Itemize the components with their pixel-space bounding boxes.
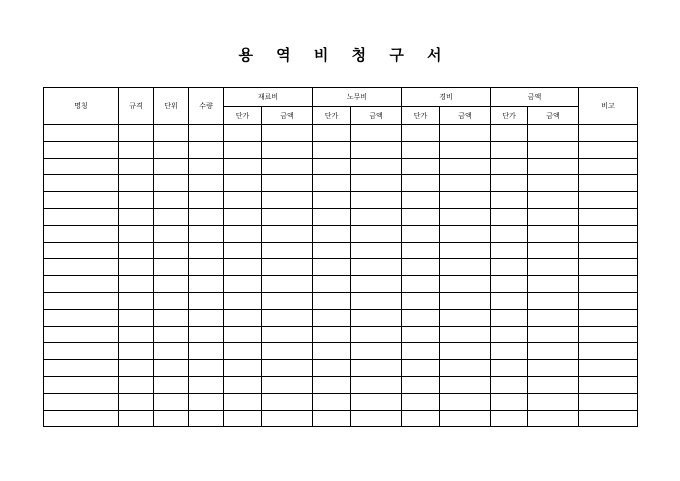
table-cell[interactable] xyxy=(313,208,351,225)
table-cell[interactable] xyxy=(491,292,528,309)
table-cell[interactable] xyxy=(154,376,189,393)
table-cell[interactable] xyxy=(440,242,491,259)
table-cell[interactable] xyxy=(262,326,313,343)
table-cell[interactable] xyxy=(189,125,224,142)
table-cell[interactable] xyxy=(402,141,440,158)
table-cell[interactable] xyxy=(528,360,579,377)
table-cell[interactable] xyxy=(262,292,313,309)
table-cell[interactable] xyxy=(262,242,313,259)
table-row xyxy=(44,276,638,293)
table-cell[interactable] xyxy=(351,175,402,192)
table-cell[interactable] xyxy=(528,141,579,158)
table-cell[interactable] xyxy=(440,208,491,225)
table-cell[interactable] xyxy=(491,141,528,158)
table-cell[interactable] xyxy=(528,225,579,242)
table-cell[interactable] xyxy=(262,125,313,142)
table-body xyxy=(44,125,638,427)
table-cell[interactable] xyxy=(224,326,262,343)
table-cell[interactable] xyxy=(491,276,528,293)
table-cell[interactable] xyxy=(351,276,402,293)
table-row xyxy=(44,225,638,242)
table-row xyxy=(44,309,638,326)
table-cell[interactable] xyxy=(402,242,440,259)
table-cell[interactable] xyxy=(491,259,528,276)
table-cell[interactable] xyxy=(262,343,313,360)
table-cell[interactable] xyxy=(189,259,224,276)
table-cell[interactable] xyxy=(154,125,189,142)
table-cell[interactable] xyxy=(440,125,491,142)
table-row xyxy=(44,292,638,309)
table-cell[interactable] xyxy=(351,360,402,377)
table-cell[interactable] xyxy=(491,376,528,393)
table-cell[interactable] xyxy=(189,360,224,377)
table-cell[interactable] xyxy=(351,309,402,326)
table-cell[interactable] xyxy=(579,208,638,225)
table-cell[interactable] xyxy=(44,376,119,393)
table-cell[interactable] xyxy=(579,393,638,410)
table-row xyxy=(44,242,638,259)
table-cell[interactable] xyxy=(189,141,224,158)
table-cell[interactable] xyxy=(154,309,189,326)
table-header xyxy=(44,88,638,125)
table-cell[interactable] xyxy=(351,192,402,209)
table-cell[interactable] xyxy=(44,125,119,142)
table-cell[interactable] xyxy=(119,343,154,360)
table-cell[interactable] xyxy=(154,158,189,175)
table-cell[interactable] xyxy=(224,125,262,142)
table-cell[interactable] xyxy=(262,376,313,393)
table-cell[interactable] xyxy=(491,360,528,377)
header-total-unit-price: 단가 xyxy=(491,107,528,125)
table-cell[interactable] xyxy=(224,292,262,309)
table-cell[interactable] xyxy=(119,376,154,393)
header-labor-unit-price: 단가 xyxy=(313,107,351,125)
table-cell[interactable] xyxy=(313,242,351,259)
table-cell[interactable] xyxy=(44,393,119,410)
table-cell[interactable] xyxy=(402,208,440,225)
table-cell[interactable] xyxy=(491,125,528,142)
table-cell[interactable] xyxy=(528,309,579,326)
table-cell[interactable] xyxy=(44,192,119,209)
table-cell[interactable] xyxy=(351,410,402,427)
table-cell[interactable] xyxy=(44,242,119,259)
table-cell[interactable] xyxy=(189,410,224,427)
table-row xyxy=(44,259,638,276)
table-cell[interactable] xyxy=(313,125,351,142)
table-cell[interactable] xyxy=(189,208,224,225)
table-cell[interactable] xyxy=(351,125,402,142)
header-material-amount: 금액 xyxy=(262,107,313,125)
table-cell[interactable] xyxy=(262,360,313,377)
table-row xyxy=(44,175,638,192)
table-row xyxy=(44,158,638,175)
table-cell[interactable] xyxy=(44,410,119,427)
table-cell[interactable] xyxy=(224,208,262,225)
table-cell[interactable] xyxy=(402,259,440,276)
table-cell[interactable] xyxy=(579,343,638,360)
invoice-table xyxy=(43,87,638,427)
table-cell[interactable] xyxy=(491,343,528,360)
table-cell[interactable] xyxy=(491,309,528,326)
table-cell[interactable] xyxy=(154,326,189,343)
table-cell[interactable] xyxy=(154,259,189,276)
table-cell[interactable] xyxy=(313,360,351,377)
table-cell[interactable] xyxy=(528,158,579,175)
table-cell[interactable] xyxy=(313,259,351,276)
table-cell[interactable] xyxy=(262,393,313,410)
table-cell[interactable] xyxy=(491,326,528,343)
table-cell[interactable] xyxy=(313,309,351,326)
table-cell[interactable] xyxy=(44,343,119,360)
table-cell[interactable] xyxy=(440,360,491,377)
table-cell[interactable] xyxy=(189,242,224,259)
table-cell[interactable] xyxy=(224,343,262,360)
table-cell[interactable] xyxy=(189,292,224,309)
table-cell[interactable] xyxy=(44,276,119,293)
table-cell[interactable] xyxy=(119,410,154,427)
table-cell[interactable] xyxy=(579,225,638,242)
table-cell[interactable] xyxy=(119,276,154,293)
table-cell[interactable] xyxy=(440,376,491,393)
table-cell[interactable] xyxy=(440,343,491,360)
table-cell[interactable] xyxy=(224,259,262,276)
table-cell[interactable] xyxy=(44,208,119,225)
table-cell[interactable] xyxy=(351,141,402,158)
table-cell[interactable] xyxy=(154,175,189,192)
table-cell[interactable] xyxy=(402,125,440,142)
table-cell[interactable] xyxy=(313,276,351,293)
table-cell[interactable] xyxy=(119,125,154,142)
table-cell[interactable] xyxy=(189,276,224,293)
table-cell[interactable] xyxy=(154,225,189,242)
table-cell[interactable] xyxy=(224,376,262,393)
table-cell[interactable] xyxy=(224,225,262,242)
table-cell[interactable] xyxy=(402,343,440,360)
table-cell[interactable] xyxy=(491,175,528,192)
table-cell[interactable] xyxy=(119,208,154,225)
header-expenses: 경비 xyxy=(402,88,491,107)
table-cell[interactable] xyxy=(189,376,224,393)
table-cell[interactable] xyxy=(351,292,402,309)
table-cell[interactable] xyxy=(189,158,224,175)
table-cell[interactable] xyxy=(313,292,351,309)
table-cell[interactable] xyxy=(579,410,638,427)
table-cell[interactable] xyxy=(189,192,224,209)
table-cell[interactable] xyxy=(44,225,119,242)
table-row xyxy=(44,393,638,410)
table-cell[interactable] xyxy=(402,175,440,192)
table-cell[interactable] xyxy=(351,326,402,343)
header-labor-amount: 금액 xyxy=(351,107,402,125)
table-cell[interactable] xyxy=(224,309,262,326)
table-cell[interactable] xyxy=(119,326,154,343)
table-cell[interactable] xyxy=(44,309,119,326)
header-unit: 단위 xyxy=(154,88,189,125)
table-cell[interactable] xyxy=(579,326,638,343)
table-cell[interactable] xyxy=(528,376,579,393)
table-cell[interactable] xyxy=(528,326,579,343)
table-cell[interactable] xyxy=(402,360,440,377)
table-cell[interactable] xyxy=(224,242,262,259)
table-cell[interactable] xyxy=(119,158,154,175)
table-cell[interactable] xyxy=(491,242,528,259)
table-row xyxy=(44,360,638,377)
table-cell[interactable] xyxy=(154,393,189,410)
table-cell[interactable] xyxy=(224,158,262,175)
table-cell[interactable] xyxy=(440,410,491,427)
table-cell[interactable] xyxy=(262,225,313,242)
header-material-cost: 재료비 xyxy=(224,88,313,107)
table-cell[interactable] xyxy=(154,410,189,427)
table-cell[interactable] xyxy=(402,309,440,326)
table-cell[interactable] xyxy=(154,141,189,158)
table-cell[interactable] xyxy=(119,360,154,377)
table-cell[interactable] xyxy=(262,410,313,427)
table-cell[interactable] xyxy=(579,259,638,276)
table-cell[interactable] xyxy=(44,326,119,343)
table-cell[interactable] xyxy=(491,393,528,410)
table-cell[interactable] xyxy=(402,376,440,393)
table-cell[interactable] xyxy=(224,393,262,410)
table-cell[interactable] xyxy=(44,292,119,309)
table-cell[interactable] xyxy=(313,410,351,427)
table-cell[interactable] xyxy=(440,158,491,175)
table-cell[interactable] xyxy=(440,326,491,343)
table-cell[interactable] xyxy=(440,292,491,309)
table-cell[interactable] xyxy=(528,242,579,259)
table-row xyxy=(44,376,638,393)
table-cell[interactable] xyxy=(402,192,440,209)
table-cell[interactable] xyxy=(440,175,491,192)
table-cell[interactable] xyxy=(154,192,189,209)
header-expenses-amount: 금액 xyxy=(440,107,491,125)
table-cell[interactable] xyxy=(262,259,313,276)
table-cell[interactable] xyxy=(224,360,262,377)
table-cell[interactable] xyxy=(351,225,402,242)
table-cell[interactable] xyxy=(579,360,638,377)
document-title: 용 역 비 청 구 서 xyxy=(238,46,451,64)
table-cell[interactable] xyxy=(313,326,351,343)
table-cell[interactable] xyxy=(351,393,402,410)
header-expenses-unit-price: 단가 xyxy=(402,107,440,125)
table-cell[interactable] xyxy=(44,360,119,377)
table-cell[interactable] xyxy=(313,158,351,175)
table-cell[interactable] xyxy=(440,276,491,293)
table-cell[interactable] xyxy=(402,276,440,293)
table-cell[interactable] xyxy=(491,158,528,175)
table-cell[interactable] xyxy=(44,259,119,276)
table-cell[interactable] xyxy=(402,292,440,309)
table-cell[interactable] xyxy=(154,292,189,309)
table-cell[interactable] xyxy=(119,259,154,276)
table-cell[interactable] xyxy=(119,242,154,259)
table-cell[interactable] xyxy=(402,326,440,343)
table-cell[interactable] xyxy=(262,309,313,326)
table-cell[interactable] xyxy=(119,225,154,242)
table-row xyxy=(44,208,638,225)
table-cell[interactable] xyxy=(119,141,154,158)
table-cell[interactable] xyxy=(262,158,313,175)
header-spec: 규격 xyxy=(119,88,154,125)
table-cell[interactable] xyxy=(189,326,224,343)
table-cell[interactable] xyxy=(119,309,154,326)
table-cell[interactable] xyxy=(528,125,579,142)
table-cell[interactable] xyxy=(528,393,579,410)
table-cell[interactable] xyxy=(491,192,528,209)
table-cell[interactable] xyxy=(528,208,579,225)
header-total-amount: 금액 xyxy=(528,107,579,125)
table-cell[interactable] xyxy=(402,410,440,427)
table-cell[interactable] xyxy=(579,309,638,326)
table-cell[interactable] xyxy=(491,410,528,427)
table-cell[interactable] xyxy=(402,393,440,410)
table-cell[interactable] xyxy=(440,259,491,276)
table-cell[interactable] xyxy=(224,175,262,192)
table-cell[interactable] xyxy=(440,309,491,326)
table-cell[interactable] xyxy=(119,192,154,209)
table-cell[interactable] xyxy=(579,242,638,259)
table-cell[interactable] xyxy=(313,393,351,410)
header-note: 비고 xyxy=(579,88,638,125)
table-cell[interactable] xyxy=(262,208,313,225)
table-cell[interactable] xyxy=(528,175,579,192)
table-cell[interactable] xyxy=(579,192,638,209)
table-cell[interactable] xyxy=(313,376,351,393)
table-row xyxy=(44,192,638,209)
header-labor-cost: 노무비 xyxy=(313,88,402,107)
table-cell[interactable] xyxy=(491,208,528,225)
table-cell[interactable] xyxy=(154,208,189,225)
table-row xyxy=(44,326,638,343)
table-cell[interactable] xyxy=(119,292,154,309)
table-cell[interactable] xyxy=(224,410,262,427)
table-cell[interactable] xyxy=(189,225,224,242)
table-cell[interactable] xyxy=(154,360,189,377)
table-cell[interactable] xyxy=(579,175,638,192)
table-cell[interactable] xyxy=(313,225,351,242)
table-cell[interactable] xyxy=(351,208,402,225)
table-cell[interactable] xyxy=(351,242,402,259)
header-name: 명칭 xyxy=(44,88,119,125)
table-cell[interactable] xyxy=(262,175,313,192)
table-cell[interactable] xyxy=(402,225,440,242)
table-cell[interactable] xyxy=(528,410,579,427)
table-cell[interactable] xyxy=(402,158,440,175)
table-cell[interactable] xyxy=(579,276,638,293)
table-cell[interactable] xyxy=(313,175,351,192)
table-cell[interactable] xyxy=(262,192,313,209)
table-cell[interactable] xyxy=(351,376,402,393)
table-cell[interactable] xyxy=(119,175,154,192)
table-row xyxy=(44,410,638,427)
table-cell[interactable] xyxy=(528,292,579,309)
table-cell[interactable] xyxy=(440,225,491,242)
table-cell[interactable] xyxy=(528,192,579,209)
table-cell[interactable] xyxy=(491,225,528,242)
table-cell[interactable] xyxy=(579,292,638,309)
header-qty: 수량 xyxy=(189,88,224,125)
table-row xyxy=(44,125,638,142)
table-cell[interactable] xyxy=(189,343,224,360)
table-cell[interactable] xyxy=(224,276,262,293)
table-cell[interactable] xyxy=(224,192,262,209)
table-cell[interactable] xyxy=(528,276,579,293)
table-cell[interactable] xyxy=(189,393,224,410)
header-total: 금액 xyxy=(491,88,579,107)
table-cell[interactable] xyxy=(579,376,638,393)
table-cell[interactable] xyxy=(351,158,402,175)
table-cell[interactable] xyxy=(189,175,224,192)
table-cell[interactable] xyxy=(579,158,638,175)
table-cell[interactable] xyxy=(44,141,119,158)
table-cell[interactable] xyxy=(44,175,119,192)
table-cell[interactable] xyxy=(440,192,491,209)
table-cell[interactable] xyxy=(440,393,491,410)
table-cell[interactable] xyxy=(440,141,491,158)
table-cell[interactable] xyxy=(119,393,154,410)
table-cell[interactable] xyxy=(224,141,262,158)
table-cell[interactable] xyxy=(189,309,224,326)
table-cell[interactable] xyxy=(154,242,189,259)
table-cell[interactable] xyxy=(313,192,351,209)
table-cell[interactable] xyxy=(313,343,351,360)
table-cell[interactable] xyxy=(154,343,189,360)
table-cell[interactable] xyxy=(579,125,638,142)
table-cell[interactable] xyxy=(528,259,579,276)
table-cell[interactable] xyxy=(313,141,351,158)
table-row xyxy=(44,141,638,158)
table-cell[interactable] xyxy=(351,259,402,276)
table-cell[interactable] xyxy=(262,276,313,293)
table-cell[interactable] xyxy=(44,158,119,175)
header-material-unit-price: 단가 xyxy=(224,107,262,125)
table-cell[interactable] xyxy=(579,141,638,158)
table-row xyxy=(44,343,638,360)
table-cell[interactable] xyxy=(262,141,313,158)
table-cell[interactable] xyxy=(351,343,402,360)
table-cell[interactable] xyxy=(528,343,579,360)
table-cell[interactable] xyxy=(154,276,189,293)
